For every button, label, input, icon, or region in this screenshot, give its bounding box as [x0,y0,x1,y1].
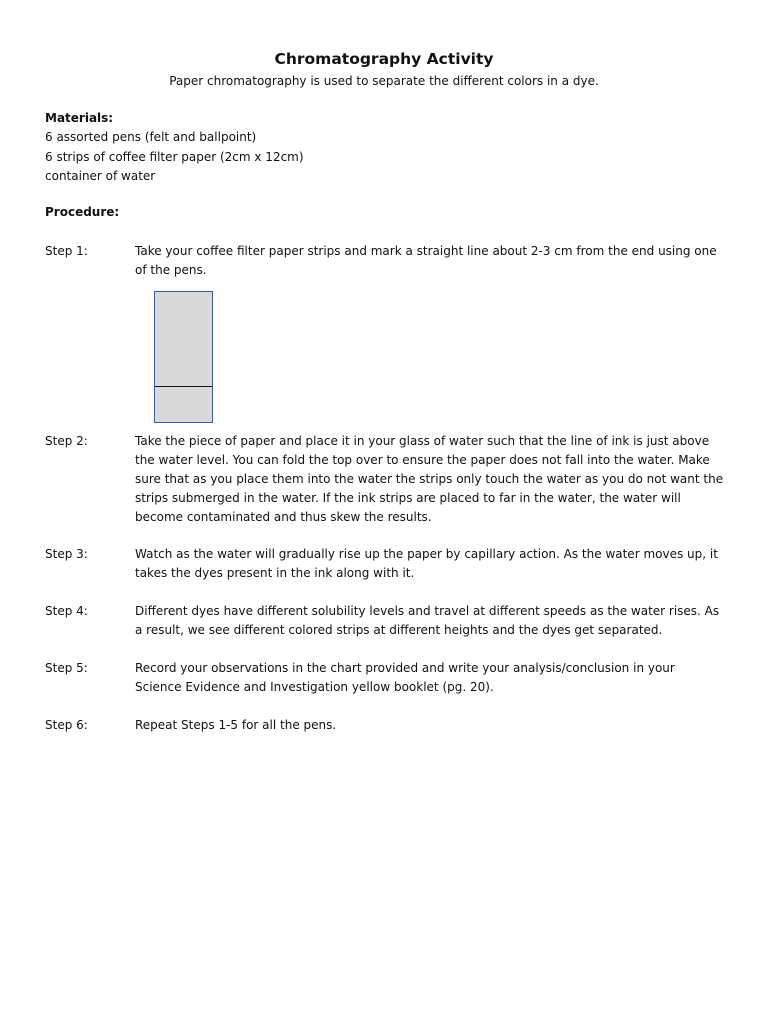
step-label: Step 1: [45,244,88,258]
materials-item: 6 strips of coffee filter paper (2cm x 12cm) [45,149,304,164]
document-subtitle: Paper chromatography is used to separate the different colors in a dye. [169,74,599,88]
materials-heading: Materials: [45,111,114,125]
step-label: Step 4: [45,604,88,618]
step-text: Different dyes have different solubility levels and travel at different speeds as the water rises. As a result, we see different colored strips at different heights and the dyes get separated. [135,604,720,637]
step-text: Repeat Steps 1-5 for all the pens. [135,718,337,732]
step-text: Record your observations in the chart provided and write your analysis/conclusion in your Science Evidence and Investigation yellow booklet (pg. 20). [135,661,675,694]
step-text: Take the piece of paper and place it in your glass of water such that the line of ink is just above the water level. You can fold the top over to ensure the paper does not fall into the water. Make sure that as you place them into the water the strips only touch the water as you do not want the strips submerged in the water. If the ink strips are placed to far in the water, the water will become contaminated and thus skew the results. [135,434,724,524]
procedure-heading: Procedure: [45,205,120,219]
step-label: Step 2: [45,434,88,448]
step-label: Step 6: [45,718,88,732]
materials-section [45,109,304,186]
step-label: Step 3: [45,547,88,561]
step-text: Watch as the water will gradually rise up the paper by capillary action. As the water moves up, it takes the dyes present in the ink along with it. [135,547,718,580]
ink-line-mark [155,386,212,387]
document-title: Chromatography Activity [274,50,494,68]
materials-item: container of water [45,168,156,183]
step-text: Take your coffee filter paper strips and mark a straight line about 2-3 cm from the end using one of the pens. [135,244,717,277]
filter-paper-strip-illustration [154,291,213,423]
materials-item: 6 assorted pens (felt and ballpoint) [45,130,257,145]
step-label: Step 5: [45,661,88,675]
